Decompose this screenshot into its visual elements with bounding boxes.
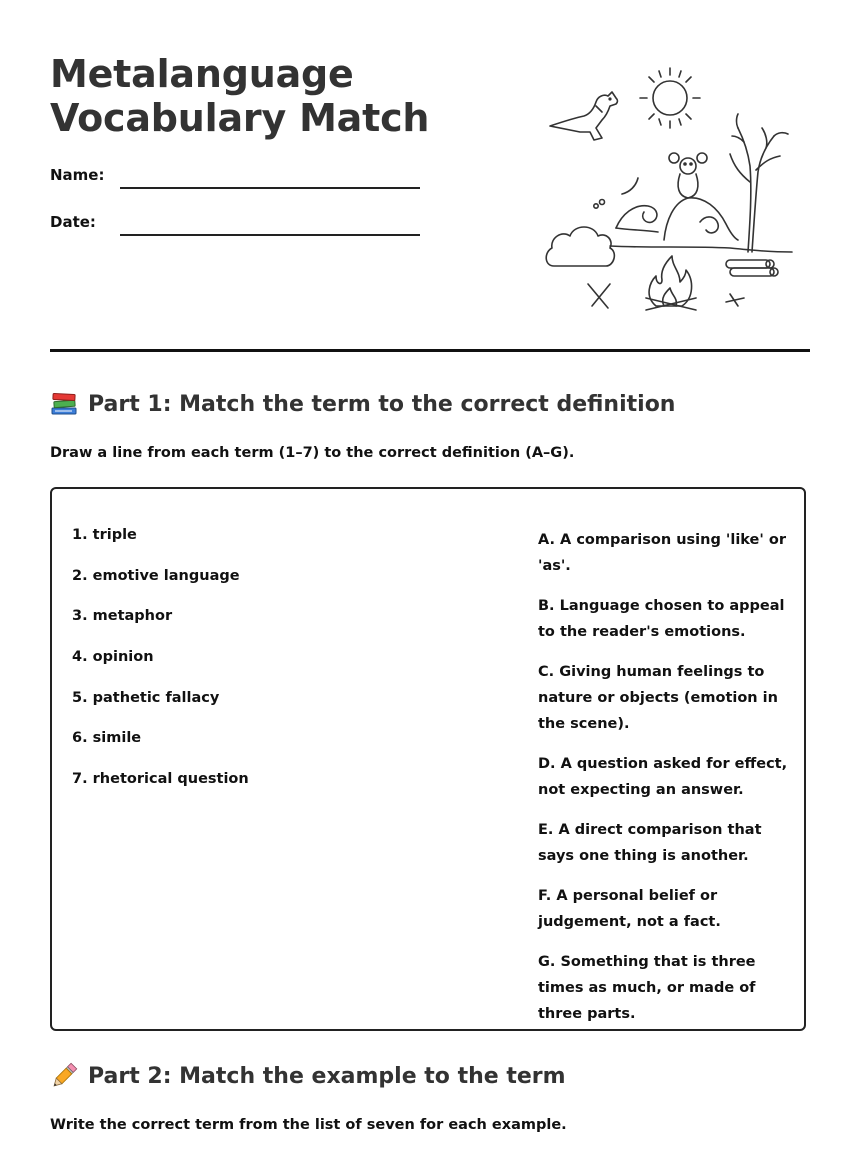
- kangaroo-icon: [550, 92, 618, 140]
- part2-heading-text: Part 2: Match the example to the term: [88, 1063, 566, 1089]
- name-label: Name:: [50, 166, 105, 184]
- part1-heading-text: Part 1: Match the term to the correct definition: [88, 391, 676, 417]
- part2-heading: [50, 1062, 566, 1090]
- matching-box: [50, 487, 806, 1031]
- definition-item[interactable]: F. A personal belief or judgement, not a fact.: [538, 888, 721, 930]
- definition-item[interactable]: G. Something that is three times as much, or made of three parts.: [538, 954, 756, 1022]
- wave-icon: [616, 178, 658, 232]
- pencil-icon: [50, 1062, 78, 1090]
- definition-item[interactable]: D. A question asked for effect, not expecting an answer.: [538, 756, 788, 798]
- date-field-line[interactable]: [120, 234, 420, 236]
- logs-icon: [726, 260, 778, 276]
- part2-instruction: Write the correct term from the list of seven for each example.: [50, 1117, 567, 1133]
- term-item[interactable]: 5. pathetic fallacy: [72, 689, 220, 706]
- name-field-line[interactable]: [120, 187, 420, 189]
- date-label: Date:: [50, 213, 96, 231]
- definition-item[interactable]: B. Language chosen to appeal to the reader's emotions.: [538, 598, 785, 640]
- term-item[interactable]: 4. opinion: [72, 649, 154, 666]
- title-line-2: Vocabulary Match: [50, 96, 430, 140]
- ground-line: [610, 246, 792, 252]
- term-item[interactable]: 1. triple: [72, 527, 137, 543]
- title-line-1: Metalanguage: [50, 52, 354, 96]
- koala-icon: [669, 153, 707, 198]
- term-item[interactable]: 2. emotive language: [72, 567, 240, 584]
- definition-item[interactable]: E. A direct comparison that says one thing is another.: [538, 822, 762, 864]
- term-item[interactable]: 3. metaphor: [72, 608, 173, 625]
- definition-item[interactable]: C. Giving human feelings to nature or objects (emotion in the scene).: [538, 664, 778, 732]
- definition-item[interactable]: A. A comparison using 'like' or 'as'.: [538, 532, 786, 574]
- rock-icon: [664, 198, 738, 240]
- term-item[interactable]: 6. simile: [72, 730, 142, 747]
- part1-heading: [50, 390, 675, 418]
- cloud-icon: [546, 227, 614, 266]
- tree-icon: [730, 114, 788, 252]
- part1-instruction: Draw a line from each term (1–7) to the correct definition (A–G).: [50, 445, 575, 461]
- sun-icon: [640, 68, 700, 128]
- terms-list: [72, 527, 249, 812]
- definitions-list: [538, 527, 794, 1041]
- worksheet-title: [50, 52, 429, 140]
- header-divider: [50, 349, 810, 352]
- term-item[interactable]: 7. rhetorical question: [72, 771, 249, 788]
- campfire-icon: [646, 256, 696, 310]
- books-icon: [50, 390, 78, 418]
- australian-bush-scene-icon: [540, 62, 800, 320]
